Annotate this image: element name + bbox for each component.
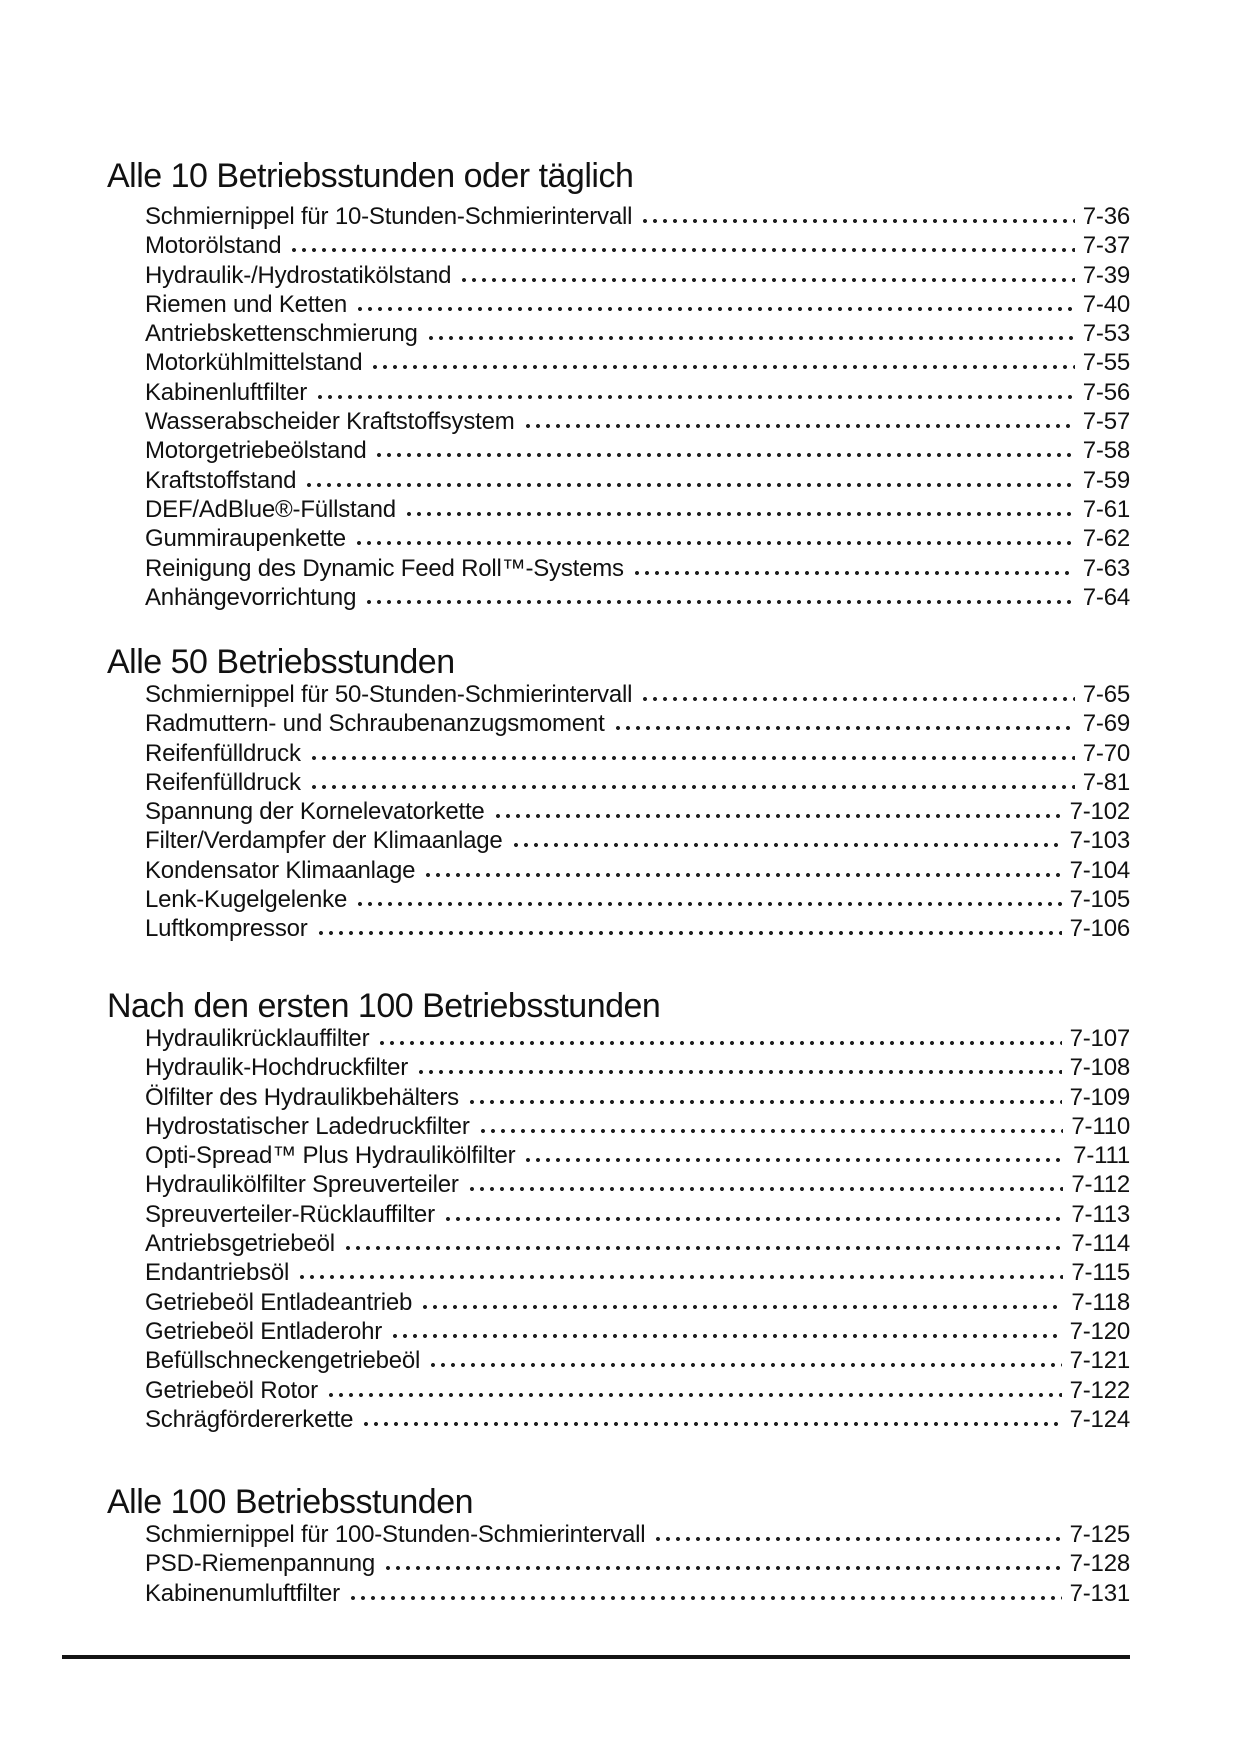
dot-leader: [383, 1565, 1062, 1571]
dot-leader: [348, 1595, 1062, 1601]
toc-entry-page-number: 7-128: [1069, 1550, 1130, 1578]
toc-entry: [145, 1579, 1130, 1608]
toc-entry: [145, 290, 1130, 319]
dot-leader: [632, 570, 1075, 576]
dot-leader: [459, 277, 1074, 283]
toc-entry-label: Reifenfülldruck: [145, 739, 301, 767]
dot-leader: [370, 364, 1074, 370]
dot-leader: [511, 842, 1062, 848]
toc-entry-page-number: 7-59: [1082, 466, 1130, 494]
toc-entry: [145, 524, 1130, 553]
dot-leader: [640, 696, 1075, 702]
section-title: Alle 50 Betriebsstunden: [107, 643, 455, 681]
section-entries: [107, 680, 1130, 944]
toc-entry-label: Wasserabscheider Kraftstoffsystem: [145, 408, 515, 436]
toc-entry: [145, 1141, 1130, 1170]
dot-leader: [390, 1333, 1062, 1339]
dot-leader: [428, 1362, 1061, 1368]
toc-entry-page-number: 7-118: [1071, 1288, 1130, 1316]
toc-entry: [145, 797, 1130, 826]
toc-entry-page-number: 7-62: [1082, 525, 1130, 553]
dot-leader: [316, 930, 1062, 936]
toc-entry-page-number: 7-39: [1082, 261, 1130, 289]
toc-entry-label: Schrägfördererkette: [145, 1405, 354, 1433]
dot-leader: [404, 511, 1075, 517]
toc-entry: [145, 1024, 1130, 1053]
toc-entry: [145, 1317, 1130, 1346]
toc-entry: [145, 856, 1130, 885]
section-entries: [107, 1520, 1130, 1608]
toc-entry-page-number: 7-110: [1071, 1112, 1130, 1140]
dot-leader: [297, 1274, 1063, 1280]
toc-entry-label: Hydraulik-Hochdruckfilter: [145, 1054, 409, 1082]
dot-leader: [426, 335, 1075, 341]
toc-entry-label: PSD-Riemenpannung: [145, 1550, 376, 1578]
toc-entry-label: Schmiernippel für 50-Stunden-Schmierintervall: [145, 681, 633, 708]
dot-leader: [467, 1186, 1064, 1192]
toc-entry: [145, 1288, 1130, 1317]
toc-entry-label: Motorölstand: [145, 232, 282, 260]
dot-leader: [420, 1304, 1063, 1310]
toc-entry-label: Luftkompressor: [145, 915, 308, 943]
toc-entry-label: Hydraulikölfilter Spreuverteiler: [145, 1171, 459, 1199]
toc-entry-page-number: 7-37: [1082, 232, 1130, 260]
toc-entry-label: Schmiernippel für 10-Stunden-Schmierintervall: [145, 203, 633, 230]
toc-entry-label: Antriebsgetriebeöl: [145, 1230, 335, 1258]
toc-entry-page-number: 7-56: [1082, 378, 1130, 406]
dot-leader: [304, 482, 1074, 488]
toc-entry-page-number: 7-102: [1069, 798, 1130, 826]
toc-entry-page-number: 7-122: [1069, 1376, 1130, 1404]
dot-leader: [361, 1421, 1061, 1427]
dot-leader: [289, 247, 1074, 253]
toc-entry-page-number: 7-103: [1069, 827, 1130, 855]
toc-entry-page-number: 7-109: [1069, 1083, 1130, 1111]
dot-leader: [343, 1245, 1064, 1251]
toc-entry: [145, 231, 1130, 260]
toc-entry: [145, 261, 1130, 290]
toc-entry-page-number: 7-40: [1082, 290, 1130, 318]
toc-entry: [145, 739, 1130, 768]
dot-leader: [416, 1069, 1062, 1075]
toc-entry-page-number: 7-64: [1082, 583, 1130, 611]
toc-entry-page-number: 7-120: [1069, 1317, 1130, 1345]
toc-section: [107, 1484, 1130, 1608]
toc-entry-label: Kabinenumluftfilter: [145, 1579, 340, 1607]
toc-entry-label: Kabinenluftfilter: [145, 378, 308, 406]
dot-leader: [478, 1128, 1064, 1134]
dot-leader: [355, 306, 1075, 312]
toc-entry-label: Getriebeöl Rotor: [145, 1376, 318, 1404]
toc-entry: [145, 1346, 1130, 1375]
footer-rule: [62, 1655, 1130, 1659]
toc-entry-label: Motorgetriebeölstand: [145, 437, 367, 465]
toc-entry-label: Endantriebsöl: [145, 1259, 290, 1287]
toc-entry-label: Reifenfülldruck: [145, 768, 301, 796]
toc-entry-label: Radmuttern- und Schraubenanzugsmoment: [145, 710, 605, 738]
toc-entry-page-number: 7-53: [1082, 320, 1130, 348]
toc-entry-page-number: 7-106: [1069, 915, 1130, 943]
toc-entry-page-number: 7-65: [1082, 681, 1130, 708]
dot-leader: [613, 725, 1075, 731]
toc-entry-page-number: 7-69: [1082, 710, 1130, 738]
toc-entry-label: Filter/Verdampfer der Klimaanlage: [145, 827, 503, 855]
toc-entry: [145, 1229, 1130, 1258]
dot-leader: [315, 394, 1075, 400]
toc-entry-page-number: 7-125: [1069, 1521, 1130, 1548]
toc-entry-label: Befüllschneckengetriebeöl: [145, 1347, 421, 1375]
toc-entry: [145, 495, 1130, 524]
dot-leader: [423, 872, 1061, 878]
toc-entry: [145, 826, 1130, 855]
section-entries: [107, 202, 1130, 612]
toc-entry: [145, 1053, 1130, 1082]
toc-entry: [145, 202, 1130, 231]
dot-leader: [467, 1099, 1062, 1105]
toc-entry: [145, 466, 1130, 495]
toc-entry-page-number: 7-107: [1069, 1025, 1130, 1052]
toc-entry-page-number: 7-81: [1082, 768, 1130, 796]
toc-entry-page-number: 7-124: [1069, 1405, 1130, 1433]
toc-entry: [145, 436, 1130, 465]
toc-entry: [145, 407, 1130, 436]
toc-entry-label: Motorkühlmittelstand: [145, 349, 363, 377]
toc-entry-label: Antriebskettenschmierung: [145, 320, 418, 348]
toc-entry: [145, 348, 1130, 377]
toc-entry: [145, 768, 1130, 797]
dot-leader: [523, 423, 1075, 429]
toc-entry-label: Kraftstoffstand: [145, 466, 297, 494]
toc-entry: [145, 1258, 1130, 1287]
dot-leader: [374, 452, 1074, 458]
toc-section: [107, 988, 1130, 1434]
section-title: Alle 100 Betriebsstunden: [107, 1483, 474, 1521]
toc-entry-label: Spreuverteiler-Rücklauffilter: [145, 1200, 435, 1228]
toc-entry-label: Hydrostatischer Ladedruckfilter: [145, 1112, 470, 1140]
toc-entry: [145, 1405, 1130, 1434]
toc-entry: [145, 1520, 1130, 1549]
toc-entry-label: Hydraulik-/Hydrostatikölstand: [145, 261, 452, 289]
dot-leader: [653, 1536, 1061, 1542]
section-entries: [107, 1024, 1130, 1434]
dot-leader: [364, 599, 1075, 605]
toc-entry-page-number: 7-121: [1069, 1347, 1130, 1375]
toc-entry-page-number: 7-36: [1082, 203, 1130, 230]
toc-entry-page-number: 7-111: [1073, 1142, 1130, 1170]
toc-entry-label: Getriebeöl Entladerohr: [145, 1317, 383, 1345]
toc-entry-page-number: 7-104: [1069, 856, 1130, 884]
toc-entry: [145, 319, 1130, 348]
dot-leader: [355, 901, 1062, 907]
toc-entry-label: Reinigung des Dynamic Feed Roll™-Systems: [145, 554, 624, 582]
toc-entry: [145, 1112, 1130, 1141]
toc-entry-label: Ölfilter des Hydraulikbehälters: [145, 1083, 459, 1111]
toc-entry-page-number: 7-105: [1069, 886, 1130, 914]
toc-entry-page-number: 7-112: [1071, 1171, 1130, 1199]
toc-entry-page-number: 7-63: [1082, 554, 1130, 582]
toc-entry: [145, 1549, 1130, 1578]
toc-entry: [145, 1200, 1130, 1229]
toc-entry-label: Gummiraupenkette: [145, 525, 346, 553]
toc-entry: [145, 583, 1130, 612]
toc-entry-page-number: 7-57: [1082, 408, 1130, 436]
dot-leader: [493, 813, 1062, 819]
toc-entry-page-number: 7-114: [1071, 1230, 1130, 1258]
dot-leader: [640, 218, 1075, 224]
dot-leader: [443, 1216, 1064, 1222]
toc-entry: [145, 1170, 1130, 1199]
toc-entry: [145, 554, 1130, 583]
dot-leader: [309, 755, 1075, 761]
toc-entry-page-number: 7-113: [1071, 1200, 1130, 1228]
toc-entry-label: Lenk-Kugelgelenke: [145, 886, 348, 914]
toc-entry-page-number: 7-70: [1082, 739, 1130, 767]
toc-entry: [145, 1376, 1130, 1405]
toc-entry-label: DEF/AdBlue®-Füllstand: [145, 495, 396, 523]
toc-section: [107, 158, 1130, 612]
toc-entry-page-number: 7-131: [1069, 1579, 1130, 1607]
dot-leader: [309, 784, 1075, 790]
dot-leader: [377, 1040, 1061, 1046]
toc-entry: [145, 378, 1130, 407]
toc-entry-label: Opti-Spread™ Plus Hydraulikölfilter: [145, 1142, 516, 1170]
toc-entry: [145, 914, 1130, 943]
dot-leader: [326, 1392, 1062, 1398]
toc-entry-label: Spannung der Kornelevatorkette: [145, 798, 485, 826]
section-title: Nach den ersten 100 Betriebsstunden: [107, 987, 661, 1025]
toc-entry: [145, 1083, 1130, 1112]
toc-entry-label: Schmiernippel für 100-Stunden-Schmierintervall: [145, 1521, 646, 1548]
toc-entry-label: Anhängevorrichtung: [145, 583, 357, 611]
toc-entry-page-number: 7-61: [1082, 495, 1130, 523]
dot-leader: [523, 1157, 1065, 1163]
section-title: Alle 10 Betriebsstunden oder täglich: [107, 157, 634, 195]
toc-entry-page-number: 7-58: [1082, 437, 1130, 465]
dot-leader: [354, 540, 1075, 546]
toc-entry-label: Getriebeöl Entladeantrieb: [145, 1288, 413, 1316]
toc-entry: [145, 709, 1130, 738]
toc-entry: [145, 885, 1130, 914]
toc-entry-page-number: 7-115: [1071, 1259, 1130, 1287]
toc-section: [107, 644, 1130, 944]
toc-entry-page-number: 7-55: [1082, 349, 1130, 377]
toc-entry-label: Hydraulikrücklauffilter: [145, 1025, 370, 1052]
toc-entry-label: Kondensator Klimaanlage: [145, 856, 416, 884]
toc-entry: [145, 680, 1130, 709]
toc-entry-page-number: 7-108: [1069, 1054, 1130, 1082]
toc-entry-label: Riemen und Ketten: [145, 290, 348, 318]
